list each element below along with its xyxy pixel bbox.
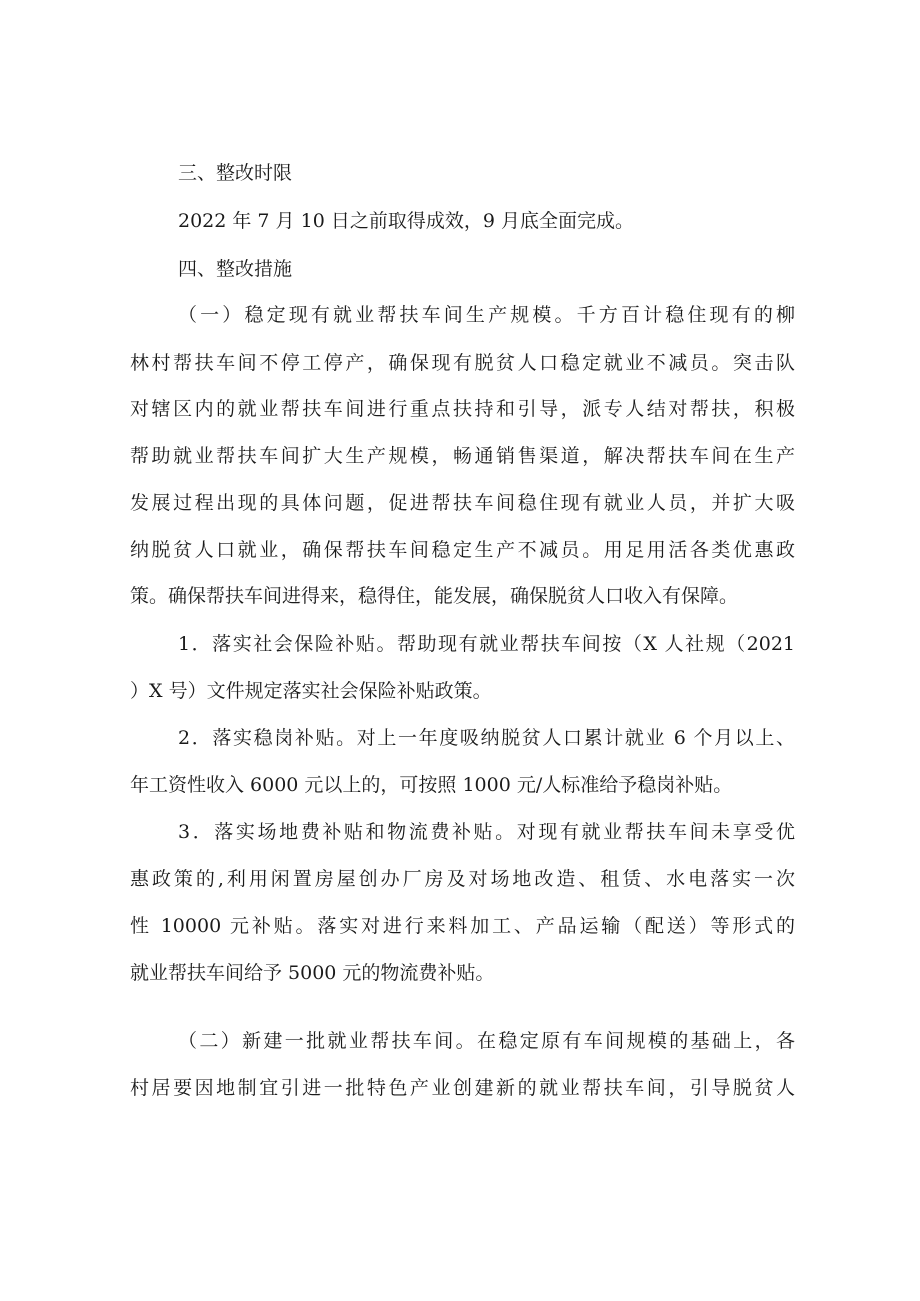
measure1-line: 帮助就业帮扶车间扩大生产规模，畅通销售渠道，解决帮扶车间在生产 xyxy=(130,445,795,467)
item3-line: 就业帮扶车间给予 5000 元的物流费补贴。 xyxy=(130,962,495,984)
item2-line: 年工资性收入 6000 元以上的，可按照 1000 元/人标准给予稳岗补贴。 xyxy=(130,774,733,796)
item1-line: 1．落实社会保险补贴。帮助现有就业帮扶车间按（X 人社规（2021 xyxy=(178,633,795,655)
item3-line: 惠政策的,利用闲置房屋创办厂房及对场地改造、租赁、水电落实一次 xyxy=(130,868,795,890)
section3-text: 2022 年 7 月 10 日之前取得成效，9 月底全面完成。 xyxy=(178,210,634,232)
measure1-line: 纳脱贫人口就业，确保帮扶车间稳定生产不减员。用足用活各类优惠政 xyxy=(130,539,795,561)
measure1-line: 林村帮扶车间不停工停产，确保现有脱贫人口稳定就业不减员。突击队 xyxy=(130,352,795,374)
item3-line: 性 10000 元补贴。落实对进行来料加工、产品运输（配送）等形式的 xyxy=(130,915,795,937)
measure1-line: （一）稳定现有就业帮扶车间生产规模。千方百计稳住现有的柳 xyxy=(178,304,795,326)
measure2-line: （二）新建一批就业帮扶车间。在稳定原有车间规模的基础上，各 xyxy=(178,1030,795,1052)
measure1-line: 对辖区内的就业帮扶车间进行重点扶持和引导，派专人结对帮扶，积极 xyxy=(130,398,795,420)
item1-line: ）X 号）文件规定落实社会保险补贴政策。 xyxy=(130,680,492,702)
measure2-line: 村居要因地制宜引进一批特色产业创建新的就业帮扶车间，引导脱贫人 xyxy=(130,1077,795,1099)
measure1-line: 策。确保帮扶车间进得来，稳得住，能发展，确保脱贫人口收入有保障。 xyxy=(130,585,739,607)
section3-heading: 三、整改时限 xyxy=(178,162,293,184)
section4-heading: 四、整改措施 xyxy=(178,258,293,280)
measure1-line: 发展过程出现的具体问题，促进帮扶车间稳住现有就业人员，并扩大吸 xyxy=(130,492,795,514)
item3-line: 3．落实场地费补贴和物流费补贴。对现有就业帮扶车间未享受优 xyxy=(178,821,795,843)
item2-line: 2．落实稳岗补贴。对上一年度吸纳脱贫人口累计就业 6 个月以上、 xyxy=(178,727,795,749)
